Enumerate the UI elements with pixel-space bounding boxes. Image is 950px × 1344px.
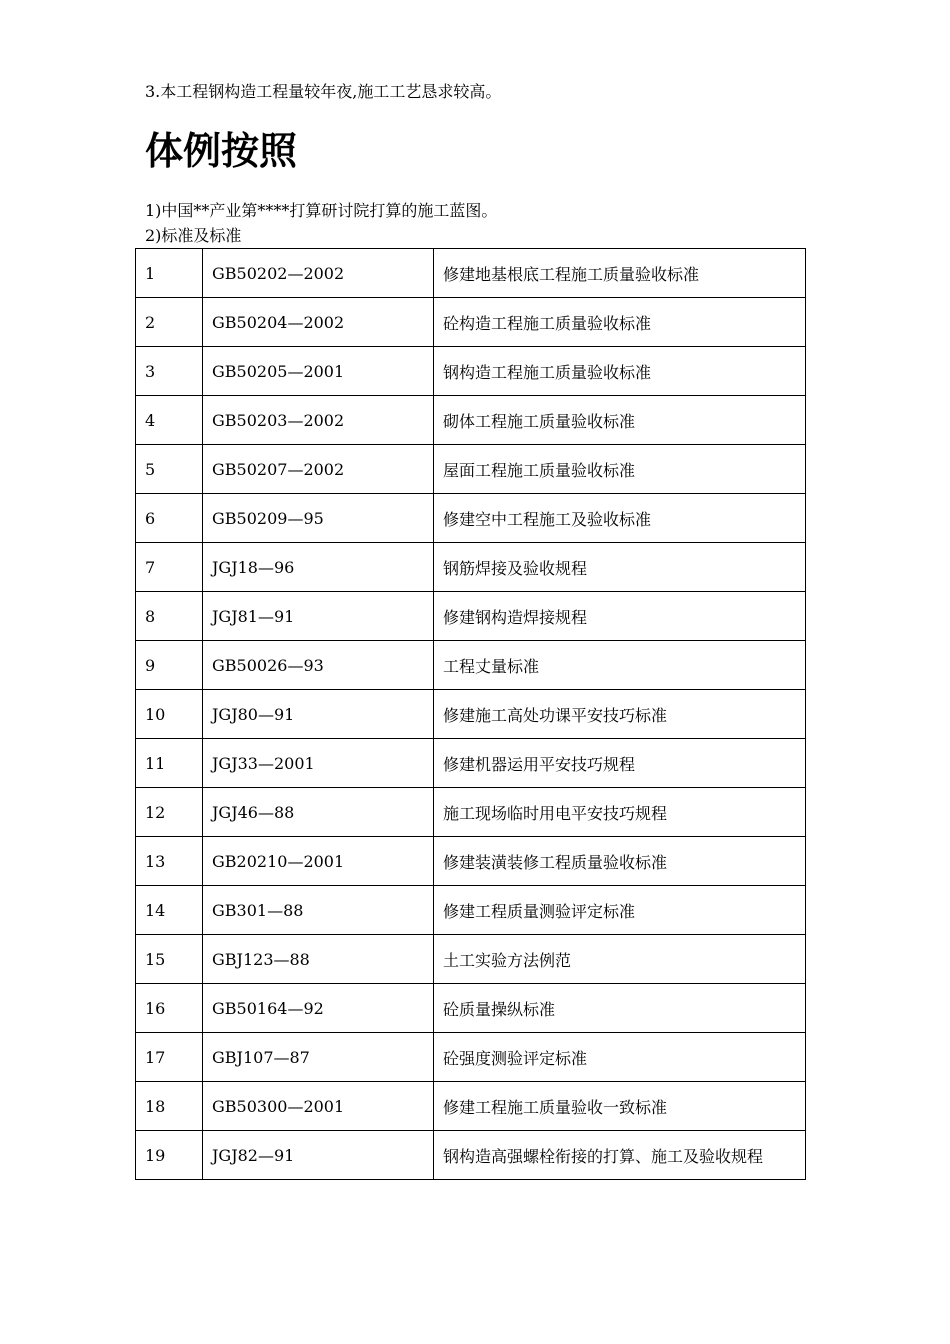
standard-title: 修建施工高处功课平安技巧标准 — [434, 690, 806, 739]
basis-item-standards: 2)标准及标准 — [145, 226, 242, 245]
standard-title: 钢构造工程施工质量验收标准 — [434, 347, 806, 396]
table-row — [136, 935, 806, 984]
standard-title: 工程丈量标准 — [434, 641, 806, 690]
standard-code: GB50207—2002 — [203, 445, 434, 494]
standard-title: 修建装潢装修工程质量验收标准 — [434, 837, 806, 886]
standard-title: 砼强度测验评定标准 — [434, 1033, 806, 1082]
table-row — [136, 347, 806, 396]
standard-title: 土工实验方法例范 — [434, 935, 806, 984]
standard-code: GB50209—95 — [203, 494, 434, 543]
table-row — [136, 1131, 806, 1180]
standard-number: 13 — [136, 837, 203, 886]
standard-title: 修建工程质量测验评定标准 — [434, 886, 806, 935]
standard-code: GBJ123—88 — [203, 935, 434, 984]
standard-code: JGJ18—96 — [203, 543, 434, 592]
standard-number: 2 — [136, 298, 203, 347]
standard-code: GB50205—2001 — [203, 347, 434, 396]
standard-code: GB20210—2001 — [203, 837, 434, 886]
standard-number: 7 — [136, 543, 203, 592]
table-row — [136, 690, 806, 739]
section-heading: 体例按照 — [145, 129, 298, 173]
standard-code: GBJ107—87 — [203, 1033, 434, 1082]
intro-paragraph: 3.本工程钢构造工程量较年夜,施工工艺恳求较高。 — [145, 82, 502, 101]
table-row — [136, 445, 806, 494]
standard-title: 施工现场临时用电平安技巧规程 — [434, 788, 806, 837]
standard-code: JGJ80—91 — [203, 690, 434, 739]
standards-table-body — [136, 249, 806, 1180]
standard-number: 19 — [136, 1131, 203, 1180]
standard-number: 8 — [136, 592, 203, 641]
standard-number: 14 — [136, 886, 203, 935]
standard-code: JGJ33—2001 — [203, 739, 434, 788]
standard-title: 修建机器运用平安技巧规程 — [434, 739, 806, 788]
standard-number: 12 — [136, 788, 203, 837]
standard-title: 钢构造高强螺栓衔接的打算、施工及验收规程 — [434, 1131, 806, 1180]
table-row — [136, 592, 806, 641]
standard-number: 10 — [136, 690, 203, 739]
standard-title: 砼质量操纵标准 — [434, 984, 806, 1033]
table-row — [136, 837, 806, 886]
standard-number: 1 — [136, 249, 203, 298]
standard-number: 11 — [136, 739, 203, 788]
standard-code: JGJ81—91 — [203, 592, 434, 641]
table-row — [136, 788, 806, 837]
standard-title: 砌体工程施工质量验收标准 — [434, 396, 806, 445]
standard-title: 修建空中工程施工及验收标准 — [434, 494, 806, 543]
table-row — [136, 739, 806, 788]
table-row — [136, 249, 806, 298]
standard-number: 6 — [136, 494, 203, 543]
standard-code: GB50202—2002 — [203, 249, 434, 298]
standard-title: 钢筋焊接及验收规程 — [434, 543, 806, 592]
table-row — [136, 1033, 806, 1082]
standard-number: 16 — [136, 984, 203, 1033]
table-row — [136, 494, 806, 543]
table-row — [136, 886, 806, 935]
standard-code: GB50300—2001 — [203, 1082, 434, 1131]
standard-number: 3 — [136, 347, 203, 396]
standard-title: 修建钢构造焊接规程 — [434, 592, 806, 641]
standard-number: 5 — [136, 445, 203, 494]
standard-title: 屋面工程施工质量验收标准 — [434, 445, 806, 494]
table-row — [136, 984, 806, 1033]
basis-item-drawings: 1)中国**产业第****打算研讨院打算的施工蓝图。 — [145, 201, 498, 220]
standard-code: GB301—88 — [203, 886, 434, 935]
table-row — [136, 396, 806, 445]
standard-code: JGJ82—91 — [203, 1131, 434, 1180]
standard-number: 17 — [136, 1033, 203, 1082]
standard-number: 9 — [136, 641, 203, 690]
standards-table — [135, 248, 806, 1180]
standard-code: GB50026—93 — [203, 641, 434, 690]
standard-number: 18 — [136, 1082, 203, 1131]
standard-title: 砼构造工程施工质量验收标准 — [434, 298, 806, 347]
standard-number: 15 — [136, 935, 203, 984]
table-row — [136, 641, 806, 690]
standard-code: GB50164—92 — [203, 984, 434, 1033]
standard-title: 修建地基根底工程施工质量验收标准 — [434, 249, 806, 298]
standard-code: GB50203—2002 — [203, 396, 434, 445]
standard-code: GB50204—2002 — [203, 298, 434, 347]
table-row — [136, 543, 806, 592]
table-row — [136, 298, 806, 347]
table-row — [136, 1082, 806, 1131]
standard-title: 修建工程施工质量验收一致标准 — [434, 1082, 806, 1131]
standard-code: JGJ46—88 — [203, 788, 434, 837]
standard-number: 4 — [136, 396, 203, 445]
